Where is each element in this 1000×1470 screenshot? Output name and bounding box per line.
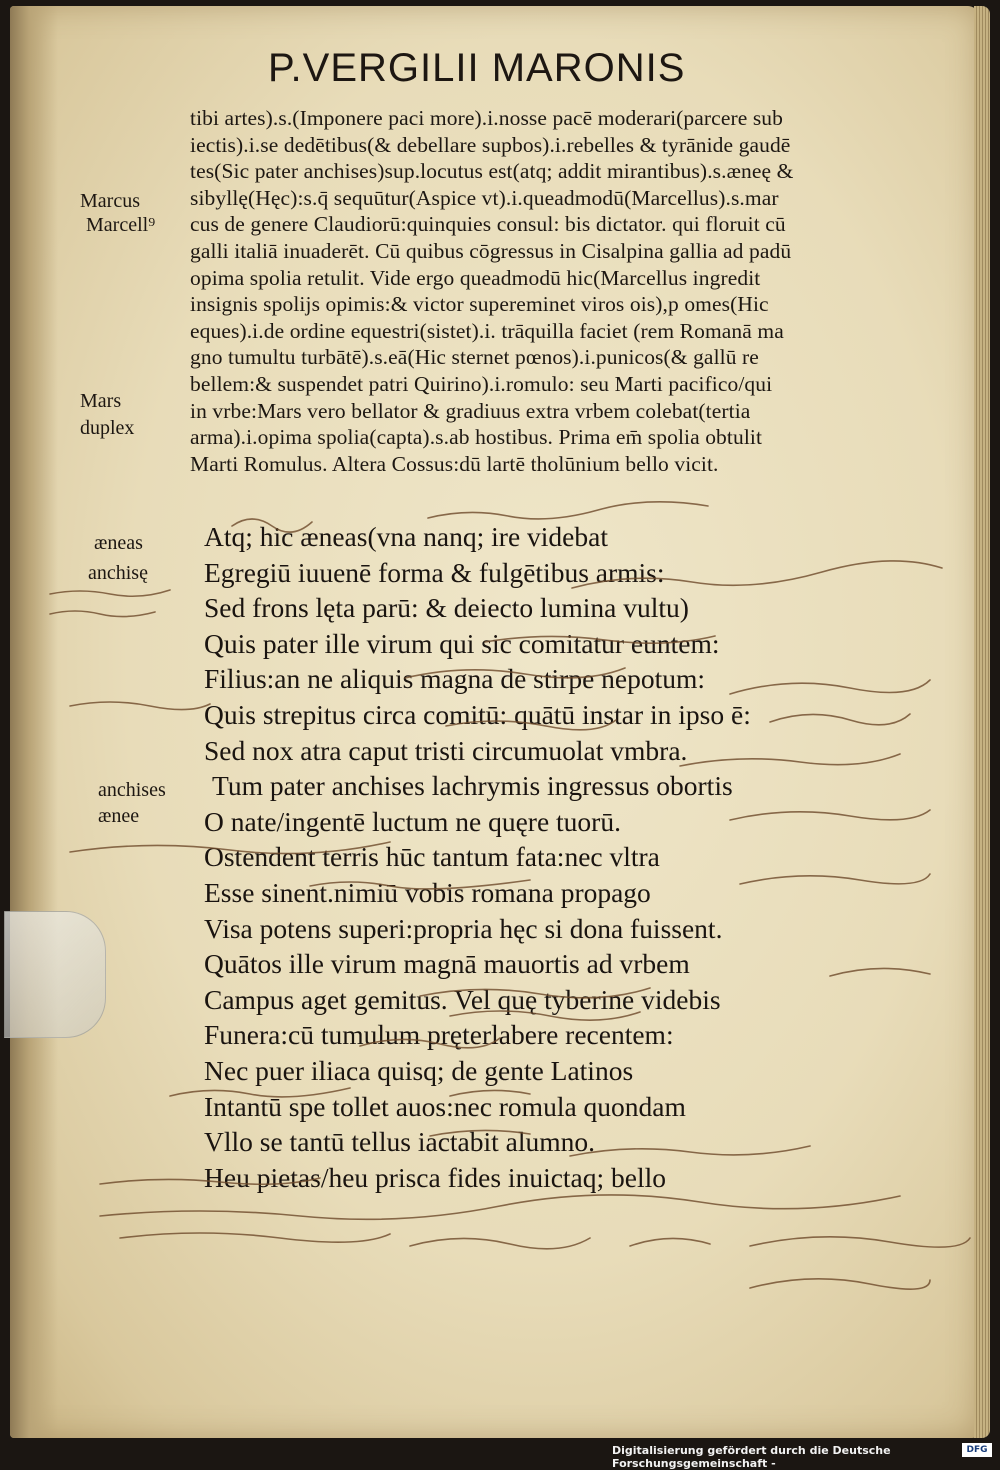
verse-line: Filius:an ne aliquis magna de stirpe nepotum:: [204, 663, 706, 695]
verse-line: Atq; hic æneas(vna nanq; ire videbat: [204, 521, 608, 552]
page-clip: [4, 911, 106, 1038]
verse-line: Tum pater anchises lachrymis ingressus obortis: [212, 770, 733, 802]
margin-label-aenee: ænee: [98, 805, 140, 827]
commentary-line: in vrbe:Mars vero bellator & gradiuus extra vrbem colebat(tertia: [190, 398, 751, 423]
commentary-line: arma).i.opima spolia(capta).s.ab hostibus. Prima em̄ spolia obtulit: [190, 425, 763, 450]
verse-line: Intantū spe tollet auos:nec romula quondam: [204, 1090, 686, 1122]
running-title: P.VERGILII MARONIS: [268, 46, 686, 90]
commentary-line: tes(Sic pater anchises)sup.locutus est(atq; addit mirantibus).s.æneę &: [190, 159, 794, 184]
margin-label-anchises: anchisę: [88, 562, 148, 584]
margin-label-duplex: duplex: [80, 417, 135, 439]
margin-label-marcellus: Marcell⁹: [86, 214, 156, 236]
margin-label-aeneas: æneas: [94, 532, 143, 554]
verse-line: Ostendent terris hūc tantum fata:nec vltra: [204, 841, 660, 873]
verse-line: Quātos ille virum magnā mauortis ad vrbem: [204, 948, 690, 980]
verse-line: Sed nox atra caput tristi circumuolat vmbra.: [204, 734, 688, 766]
verse-line: Vllo se tantū tellus iactabit alumno.: [204, 1126, 596, 1158]
verse-line: Sed frons lęta parū: & deiecto lumina vultu): [204, 592, 689, 624]
commentary-line: bellem:& suspendet patri Quirino).i.romulo: seu Marti pacifico/qui: [190, 372, 773, 396]
commentary-line: Marti Romulus. Altera Cossus:dū lartē tholūnium bello vicit.: [190, 451, 719, 476]
commentary-line: tibi artes).s.(Imponere paci more).i.nosse pacē moderari(parcere sub: [190, 106, 784, 130]
commentary-line: opima spolia retulit. Vide ergo queadmodū hic(Marcellus ingredit: [190, 265, 761, 290]
commentary-line: sibyllę(Hęc):s.q̄ sequūtur(Aspice vt).i.queadmodū(Marcellus).s.mar: [190, 185, 779, 210]
verse-line: Egregiū iuuenē forma & fulgētibus armis:: [204, 556, 665, 588]
verse-line: Nec puer iliaca quisq; de gente Latinos: [204, 1055, 634, 1086]
margin-label-anchises-2: anchises: [98, 779, 166, 801]
handwriting-strokes: [10, 6, 978, 1438]
commentary-line: insignis spolijs opimis:& victor supereminet viros ois),p omes(Hic: [190, 292, 769, 317]
digitization-credit: Digitalisierung gefördert durch die Deutsche Forschungsgemeinschaft -: [612, 1444, 891, 1470]
verse-line: Quis pater ille virum qui sic comitatur euntem:: [204, 627, 720, 659]
verse-line: Heu pietas/heu prisca fides inuictaq; bello: [204, 1161, 667, 1193]
book-page: [10, 6, 978, 1438]
verse-line: Quis strepitus circa comitū: quātū instar in ipso ē:: [204, 699, 751, 730]
verse-line: Visa potens superi:propria hęc si dona fuissent.: [204, 912, 723, 944]
commentary-line: eques).i.de ordine equestri(sistet).i. trāquilla faciet (rem Romanā ma: [190, 318, 784, 343]
commentary-line: iectis).i.se dedētibus(& debellare supbos).i.rebelles & tyrānide gaudē: [190, 132, 791, 157]
dfg-logo: DFG: [962, 1443, 992, 1457]
verse-line: Esse sinent.nimiū vobis romana propago: [204, 877, 651, 908]
verse-line: Campus aget gemitus. Vel quę tyberine videbis: [204, 983, 721, 1015]
commentary-line: gno tumultu turbātē).s.eā(Hic sternet pœnos).i.punicos(& gallū re: [190, 345, 759, 370]
margin-label-mars: Mars: [80, 390, 122, 412]
commentary-line: galli italiā inuaderēt. Cū quibus cōgressus in Cisalpina gallia ad padū: [190, 239, 792, 263]
commentary-line: cus de genere Claudiorū:quinquies consul: bis dictator. qui floruit cū: [190, 212, 786, 237]
verse-line: O nate/ingentē luctum ne quęre tuorū.: [204, 805, 621, 837]
margin-label-marcus: Marcus: [80, 190, 140, 212]
verse-line: Funera:cū tumulum pręterlabere recentem:: [204, 1019, 674, 1051]
